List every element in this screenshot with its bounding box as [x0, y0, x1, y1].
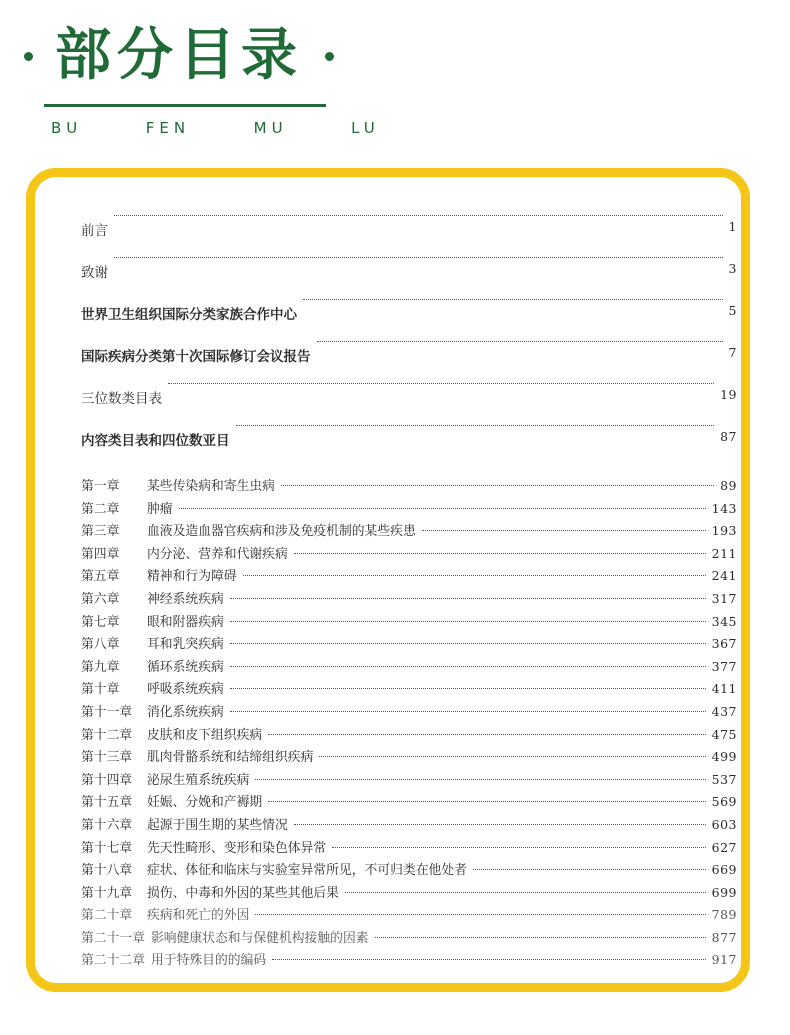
toc-dot-leader — [179, 508, 706, 509]
toc-chapter-entry — [81, 724, 737, 747]
toc-chapter-entry — [81, 882, 737, 905]
toc-entry-title: 肌肉骨骼系统和结缔组织疾病 — [147, 750, 314, 766]
toc-entry-page: 7 — [728, 345, 737, 360]
toc-dot-leader — [268, 801, 705, 802]
table-of-contents — [81, 219, 737, 972]
toc-entry-page: 193 — [711, 523, 737, 539]
page-subtitle: BU FEN MU LU — [51, 119, 380, 137]
toc-chapter-entry — [81, 611, 737, 634]
toc-chapter-number: 第十五章 — [81, 795, 133, 811]
toc-dot-leader — [272, 959, 705, 960]
toc-chapter-entry — [81, 904, 737, 927]
toc-entry-page: 367 — [711, 636, 737, 652]
toc-chapter-number: 第二十二章 — [81, 953, 145, 969]
title-underline — [44, 104, 326, 107]
toc-chapter-number: 第一章 — [81, 479, 120, 494]
toc-entry-title: 起源于围生期的某些情况 — [147, 817, 288, 833]
toc-chapter-entry — [81, 520, 737, 543]
toc-chapter-entry — [81, 814, 737, 837]
toc-entry-title: 国际疾病分类第十次国际修订会议报告 — [81, 349, 311, 365]
toc-entry-page: 87 — [720, 429, 737, 444]
toc-entry-page: 437 — [711, 703, 737, 719]
toc-dot-leader — [375, 937, 706, 938]
toc-chapter-number: 第十七章 — [81, 840, 133, 856]
toc-front-entry — [81, 261, 737, 303]
toc-dot-leader — [168, 383, 714, 384]
toc-entry-title: 眼和附器疾病 — [147, 614, 224, 630]
toc-front-entry — [81, 429, 737, 471]
toc-chapter-entry — [81, 633, 737, 656]
toc-chapter-entry — [81, 588, 737, 611]
toc-dot-leader — [345, 892, 706, 893]
toc-front-entry — [81, 303, 737, 345]
toc-dot-leader — [230, 621, 706, 622]
toc-chapter-number: 第十章 — [81, 682, 120, 698]
toc-entry-page: 345 — [711, 613, 737, 629]
toc-chapter-number: 第七章 — [81, 614, 120, 630]
toc-entry-title: 内分泌、营养和代谢疾病 — [147, 546, 288, 562]
toc-dot-leader — [255, 914, 705, 915]
toc-dot-leader — [319, 756, 705, 757]
toc-chapter-number: 第十九章 — [81, 885, 133, 901]
toc-dot-leader — [236, 425, 715, 426]
toc-entry-title: 疾病和死亡的外因 — [147, 908, 250, 924]
toc-chapter-entry — [81, 949, 737, 972]
toc-entry-title: 三位数类目表 — [81, 391, 162, 407]
toc-dot-leader — [230, 711, 706, 712]
toc-chapter-entry — [81, 475, 737, 498]
toc-dot-leader — [230, 688, 706, 689]
toc-entry-title: 症状、体征和临床与实验室异常所见，不可归类在他处者 — [147, 863, 467, 879]
toc-chapter-number: 第二十章 — [81, 908, 133, 924]
toc-entry-title: 用于特殊目的的编码 — [150, 953, 267, 969]
toc-frame — [26, 168, 750, 992]
toc-entry-page: 89 — [720, 478, 737, 493]
toc-front-entry — [81, 387, 737, 429]
toc-entry-page: 1 — [728, 219, 737, 234]
toc-chapter-number: 第三章 — [81, 524, 120, 540]
toc-entry-page: 19 — [720, 387, 737, 402]
toc-entry-title: 神经系统疾病 — [147, 591, 224, 607]
toc-entry-page: 669 — [711, 862, 737, 878]
toc-chapter-entry — [81, 746, 737, 769]
toc-entry-page: 789 — [711, 907, 737, 923]
toc-entry-title: 肿瘤 — [147, 501, 173, 517]
toc-entry-title: 精神和行为障碍 — [147, 569, 237, 585]
toc-entry-title: 循环系统疾病 — [147, 659, 224, 675]
toc-entry-page: 241 — [711, 568, 737, 584]
toc-entry-page: 5 — [728, 303, 737, 318]
toc-entry-page: 877 — [711, 929, 737, 945]
toc-entry-title: 某些传染病和寄生虫病 — [147, 479, 275, 494]
toc-entry-title: 先天性畸形、变形和染色体异常 — [147, 840, 327, 856]
toc-dot-leader — [268, 734, 705, 735]
toc-chapter-entry — [81, 837, 737, 860]
right-dot-icon — [325, 52, 334, 61]
toc-entry-page: 411 — [711, 681, 737, 697]
toc-chapter-entry — [81, 859, 737, 882]
toc-chapter-entry — [81, 543, 737, 566]
toc-chapter-number: 第十八章 — [81, 863, 133, 879]
toc-front-entry — [81, 345, 737, 387]
toc-chapter-number: 第六章 — [81, 591, 120, 607]
toc-chapter-number: 第二章 — [81, 501, 120, 517]
toc-dot-leader — [294, 553, 706, 554]
toc-chapter-entry — [81, 927, 737, 950]
toc-dot-leader — [114, 215, 723, 216]
page-title: 部分目录 — [55, 23, 303, 88]
toc-entry-page: 627 — [711, 839, 737, 855]
toc-dot-leader — [303, 299, 723, 300]
toc-chapter-number: 第八章 — [81, 637, 120, 653]
toc-entry-page: 143 — [711, 500, 737, 516]
toc-dot-leader — [114, 257, 723, 258]
toc-chapter-entry — [81, 791, 737, 814]
toc-entry-title: 前言 — [81, 223, 108, 239]
left-dot-icon — [24, 52, 33, 61]
toc-entry-title: 妊娠、分娩和产褥期 — [147, 795, 263, 811]
toc-entry-page: 537 — [711, 771, 737, 787]
toc-chapter-entry — [81, 565, 737, 588]
toc-entry-page: 377 — [711, 658, 737, 674]
toc-chapter-number: 第十三章 — [81, 750, 133, 766]
toc-entry-title: 致谢 — [81, 265, 108, 281]
toc-dot-leader — [230, 666, 706, 667]
toc-chapter-number: 第二十一章 — [81, 930, 145, 946]
toc-entry-page: 917 — [711, 952, 737, 968]
toc-entry-title: 消化系统疾病 — [147, 704, 224, 720]
toc-dot-leader — [473, 869, 706, 870]
toc-entry-title: 耳和乳突疾病 — [147, 637, 224, 653]
toc-chapter-entry — [81, 769, 737, 792]
toc-entry-title: 损伤、中毒和外因的某些其他后果 — [147, 885, 339, 901]
toc-entry-title: 血液及造血器官疾病和涉及免疫机制的某些疾患 — [147, 524, 416, 540]
toc-entry-page: 569 — [711, 794, 737, 810]
toc-chapter-number: 第九章 — [81, 659, 120, 675]
toc-entry-page: 699 — [711, 884, 737, 900]
toc-chapter-number: 第十六章 — [81, 817, 133, 833]
toc-dot-leader — [243, 575, 706, 576]
toc-entry-title: 世界卫生组织国际分类家族合作中心 — [81, 307, 297, 323]
toc-chapter-number: 第十一章 — [81, 704, 133, 720]
toc-chapter-entry — [81, 678, 737, 701]
toc-entry-title: 内容类目表和四位数亚目 — [81, 433, 230, 449]
toc-entry-title: 影响健康状态和与保健机构接触的因素 — [150, 930, 369, 946]
toc-entry-page: 3 — [728, 261, 737, 276]
toc-front-entry — [81, 219, 737, 261]
toc-entry-page: 499 — [711, 749, 737, 765]
toc-dot-leader — [332, 847, 705, 848]
toc-entry-page: 475 — [711, 726, 737, 742]
toc-dot-leader — [422, 530, 706, 531]
toc-entry-page: 317 — [711, 590, 737, 606]
toc-entry-page: 211 — [711, 545, 737, 561]
title-row — [24, 23, 334, 88]
toc-dot-leader — [281, 485, 714, 486]
toc-chapter-entry — [81, 498, 737, 521]
toc-dot-leader — [294, 824, 706, 825]
toc-chapter-number: 第十二章 — [81, 727, 133, 743]
toc-dot-leader — [255, 779, 705, 780]
toc-dot-leader — [230, 598, 706, 599]
toc-entry-title: 呼吸系统疾病 — [147, 682, 224, 698]
toc-chapter-number: 第五章 — [81, 569, 120, 585]
toc-entry-page: 603 — [711, 816, 737, 832]
page-header — [0, 0, 790, 150]
toc-dot-leader — [317, 341, 723, 342]
toc-chapter-number: 第四章 — [81, 546, 120, 562]
toc-chapter-entry — [81, 701, 737, 724]
toc-chapter-entry — [81, 656, 737, 679]
toc-entry-title: 泌尿生殖系统疾病 — [147, 772, 250, 788]
toc-dot-leader — [230, 643, 706, 644]
toc-chapter-number: 第十四章 — [81, 772, 133, 788]
toc-entry-title: 皮肤和皮下组织疾病 — [147, 727, 263, 743]
